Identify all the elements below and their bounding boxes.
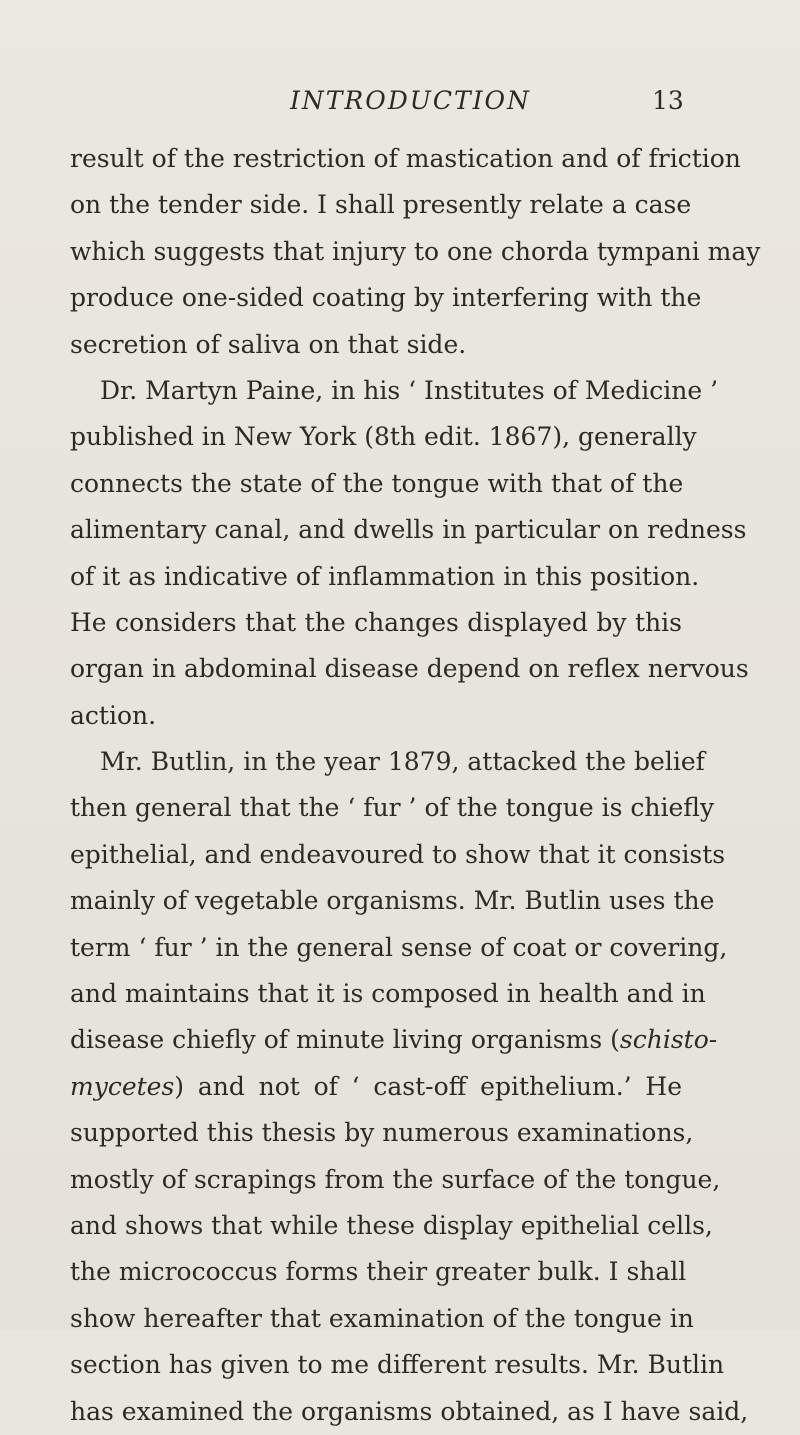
text-line: and shows that while these display epithelial cells, bbox=[70, 1210, 713, 1240]
text-line: secretion of saliva on that side. bbox=[70, 329, 467, 359]
text-run: disease chiefly of minute living organisms ( bbox=[70, 1025, 620, 1055]
text-line: which suggests that injury to one chorda tympani may bbox=[70, 236, 761, 266]
text-line: organ in abdominal disease depend on reflex nervous bbox=[70, 654, 749, 684]
text-line: show hereafter that examination of the tongue in bbox=[70, 1303, 694, 1333]
text-line bbox=[70, 1064, 682, 1110]
text-line: produce one-sided coating by interfering with the bbox=[70, 283, 702, 313]
text-line: of it as indicative of inflammation in this position. bbox=[70, 561, 700, 591]
text-line: connects the state of the tongue with that of the bbox=[70, 468, 684, 498]
italic-term: schisto- bbox=[619, 1025, 718, 1055]
body-text bbox=[70, 136, 761, 1435]
text-line: He considers that the changes displayed by this bbox=[70, 607, 682, 637]
text-line: alimentary canal, and dwells in particular on redness bbox=[70, 515, 747, 545]
text-line: has examined the organisms obtained, as I have said, bbox=[70, 1396, 749, 1426]
text-line: epithelial, and endeavoured to show that it consists bbox=[70, 839, 726, 869]
italic-term: mycetes bbox=[70, 1071, 175, 1101]
text-line: then general that the ‘ fur ’ of the tongue is chiefly bbox=[70, 793, 715, 823]
text-line: published in New York (8th edit. 1867), generally bbox=[70, 422, 697, 452]
text-line bbox=[70, 1017, 718, 1063]
running-title: INTRODUCTION bbox=[290, 86, 531, 115]
running-head bbox=[0, 86, 800, 126]
text-line: and maintains that it is composed in health and in bbox=[70, 979, 706, 1009]
text-line: supported this thesis by numerous examinations, bbox=[70, 1118, 694, 1148]
text-line: mostly of scrapings from the surface of the tongue, bbox=[70, 1164, 721, 1194]
text-line: Mr. Butlin, in the year 1879, attacked the belief bbox=[100, 747, 705, 777]
text-line: section has given to me different results. Mr. Butlin bbox=[70, 1350, 725, 1380]
text-line: the micrococcus forms their greater bulk. I shall bbox=[70, 1257, 687, 1287]
text-line: action. bbox=[70, 700, 157, 730]
text-line: on the tender side. I shall presently relate a case bbox=[70, 190, 692, 220]
text-line: Dr. Martyn Paine, in his ‘ Institutes of Medicine ’ bbox=[100, 375, 719, 405]
text-line: mainly of vegetable organisms. Mr. Butlin uses the bbox=[70, 886, 715, 916]
text-run: ) and not of ‘ cast-off epithelium.’ He bbox=[174, 1071, 682, 1101]
text-line: result of the restriction of mastication and of friction bbox=[70, 144, 741, 173]
text-line: term ‘ fur ’ in the general sense of coat or covering, bbox=[70, 932, 728, 962]
page-number: 13 bbox=[652, 86, 684, 115]
